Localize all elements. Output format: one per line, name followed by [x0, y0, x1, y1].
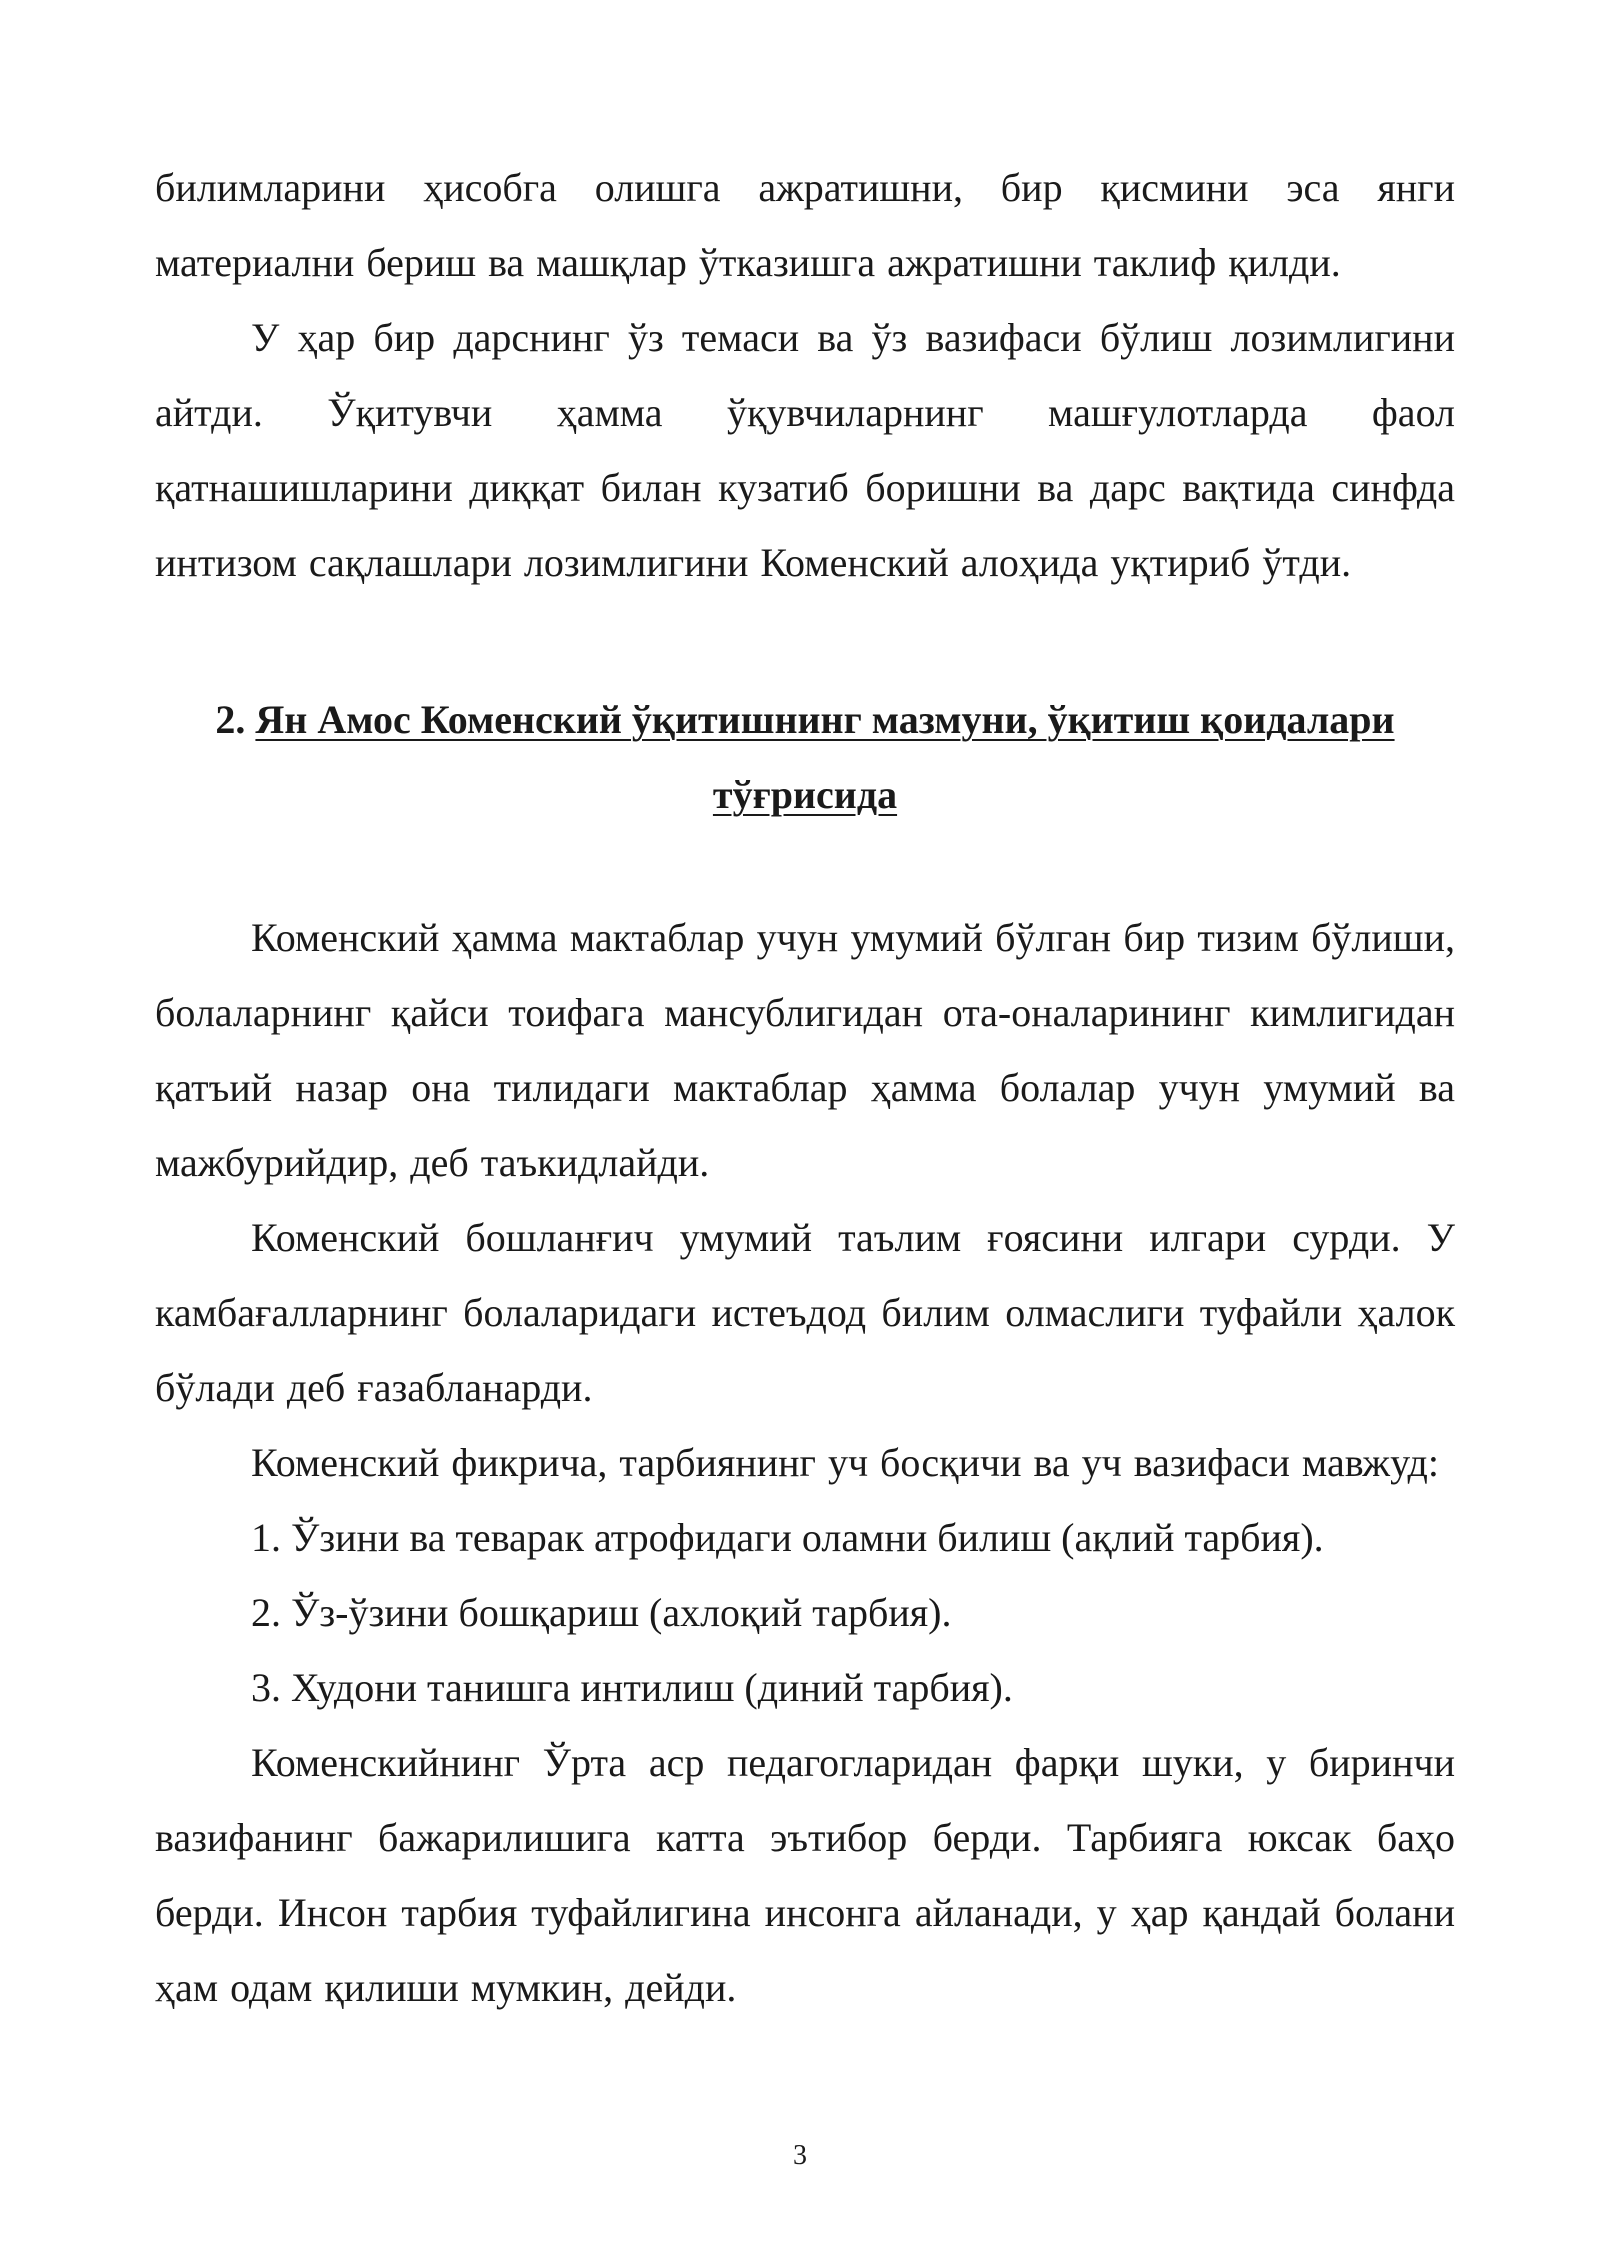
document-page: [155, 150, 1455, 2025]
paragraph-unified-system: Коменский ҳамма мактаблар учун умумий бўлган бир тизим бўлиши, болаларнинг қайси тоифага мансублигидан ота-оналарининг кимлигидан қатъий назар она тилидаги мактаблар ҳамма болалар учун умумий ва мажбурийдир, деб таъкидлайди.: [155, 915, 1455, 1185]
paragraph-primary-education: Коменский бошланғич умумий таълим ғоясини илгари сурди. У камбағалларнинг болаларидаги истеъдод билим олмаслиги туфайли ҳалок бўлади деб ғазабланарди.: [155, 1215, 1455, 1410]
paragraph-conclusion: Коменскийнинг Ўрта аср педагогларидан фарқи шуки, у биринчи вазифанинг бажарилишига катта эътибор берди. Тарбияга юксак баҳо берди. Инсон тарбия туфайлигина инсонга айланади, у ҳар қандай болани ҳам одам қилиши мумкин, дейди.: [155, 1740, 1455, 2010]
paragraph-continuation: билимларини ҳисобга олишга ажратишни, бир қисмини эса янги материални бериш ва машқлар ўтказишга ажратишни таклиф қилди.: [155, 165, 1455, 285]
section-title: Ян Амос Коменский ўқитишнинг мазмуни, ўқитиш қоидалари тўғрисида: [255, 697, 1395, 817]
paragraph-lesson-theme: У ҳар бир дарснинг ўз темаси ва ўз вазифаси бўлиш лозимлигини айтди. Ўқитувчи ҳамма ўқувчиларнинг машғулотларда фаол қатнашишларини диққат билан кузатиб боришни ва дарс вақтида синфда интизом сақлашлари лозимлигини Коменский алоҳида уқтириб ўтди.: [155, 315, 1455, 585]
section-heading: [155, 682, 1455, 832]
page-number: 3: [793, 2140, 807, 2171]
section-number: 2.: [215, 697, 246, 742]
list-item-1: 1. Ўзини ва теварак атрофидаги оламни билиш (ақлий тарбия).: [251, 1515, 1324, 1560]
list-item-2: 2. Ўз-ўзини бошқариш (ахлоқий тарбия).: [251, 1590, 952, 1635]
paragraph-three-stages: Коменский фикрича, тарбиянинг уч босқичи ва уч вазифаси мавжуд:: [251, 1440, 1440, 1485]
list-item-3: 3. Худони танишга интилиш (диний тарбия).: [251, 1665, 1013, 1710]
